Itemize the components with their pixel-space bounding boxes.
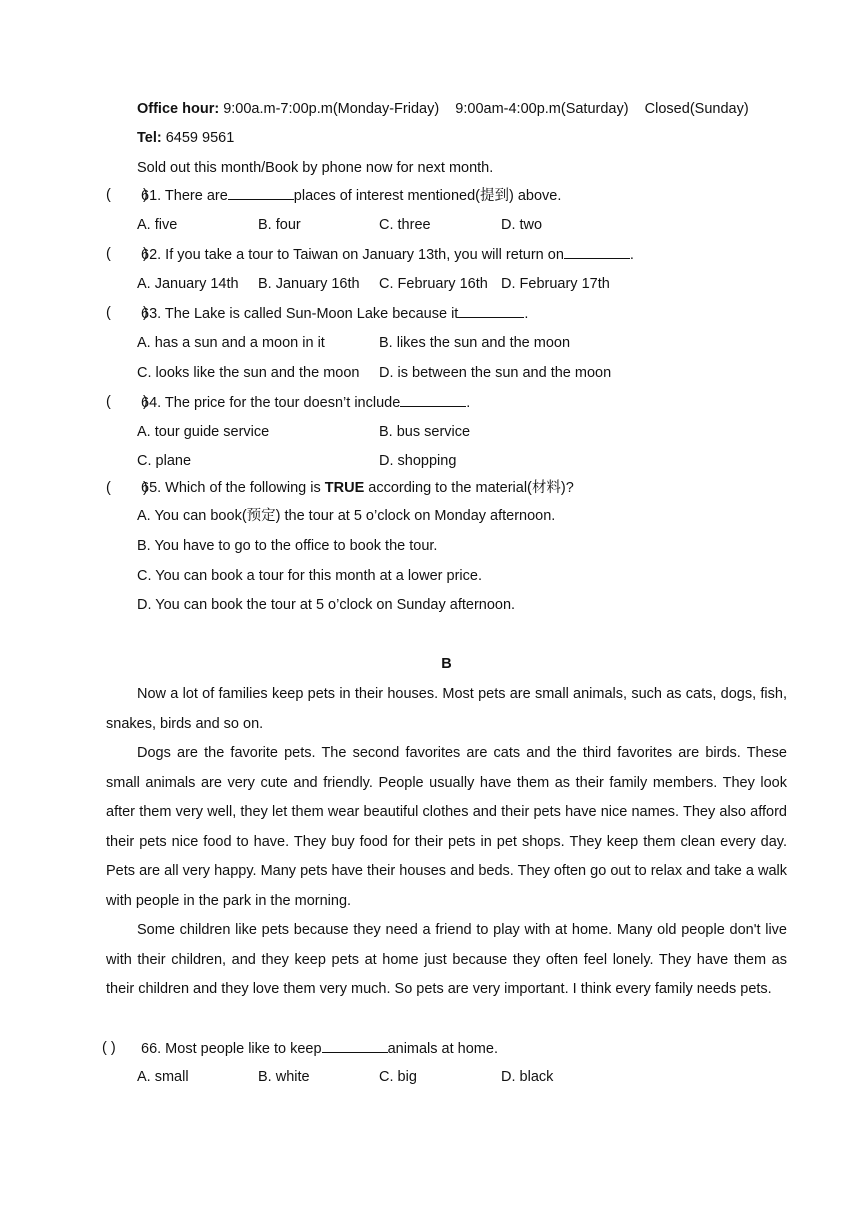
tel-value: 6459 9561	[161, 130, 235, 146]
option-d: D. You can book the tour at 5 o’clock on Sunday afternoon.	[137, 597, 516, 613]
option-a: A. small	[137, 1069, 189, 1085]
option-a: A. has a sun and a moon in it	[137, 335, 325, 351]
passage-paragraph: Some children like pets because they need a friend to play with at home. Many old people don't live with their children, and they keep pets at home just because they often feel lonely. They have them as their children and they love them very much. So pets are very important. I think every family needs pets.	[106, 922, 787, 997]
office-hours-line	[137, 100, 749, 118]
option-a: A. five	[137, 217, 178, 233]
question-text-end: animals at home.	[387, 1041, 498, 1057]
option-c: C. three	[379, 217, 431, 233]
question-text: 64. The price for the tour doesn’t include	[141, 395, 401, 411]
option-a: A. You can book(预定) the tour at 5 o’clock on Monday afternoon.	[137, 508, 556, 524]
question-text: 61. There are	[141, 188, 228, 204]
section-heading: B	[441, 656, 452, 672]
answer-bracket[interactable]: ( )	[106, 187, 148, 203]
question-text-end: according to the material(材料)?	[364, 480, 574, 496]
booking-note: Sold out this month/Book by phone now for next month.	[137, 160, 494, 176]
option-c: C. plane	[137, 453, 192, 469]
question-emphasis: TRUE	[324, 480, 365, 496]
answer-bracket[interactable]: ( )	[106, 246, 148, 262]
option-d: D. is between the sun and the moon	[379, 365, 612, 381]
answer-blank	[228, 186, 294, 200]
answer-blank	[458, 304, 524, 318]
option-b: B. bus service	[379, 424, 471, 440]
answer-blank	[322, 1039, 388, 1053]
passage-paragraph: Now a lot of families keep pets in their houses. Most pets are small animals, such as cats, dogs, fish, snakes, birds and so on.	[106, 686, 787, 732]
tel-line	[137, 129, 234, 147]
option-c: C. You can book a tour for this month at a lower price.	[137, 568, 482, 584]
option-d: D. two	[501, 217, 543, 233]
question-text: 63. The Lake is called Sun-Moon Lake because it	[141, 306, 459, 322]
option-d: D. shopping	[379, 453, 457, 469]
option-d: D. February 17th	[501, 276, 610, 292]
question-text-end: .	[524, 306, 529, 322]
answer-bracket[interactable]: ( )	[102, 1040, 116, 1056]
question-text-end: places of interest mentioned(提到) above.	[293, 188, 562, 204]
answer-blank	[564, 245, 630, 259]
office-hours-label: Office hour:	[137, 101, 220, 117]
answer-bracket[interactable]: ( )	[106, 480, 148, 496]
answer-blank	[400, 393, 466, 407]
option-b: B. likes the sun and the moon	[379, 335, 571, 351]
office-hours-value: 9:00a.m-7:00p.m(Monday-Friday) 9:00am-4:00p.m(Saturday) Closed(Sunday)	[219, 101, 749, 117]
option-a: A. tour guide service	[137, 424, 270, 440]
option-b: B. January 16th	[258, 276, 360, 292]
option-c: C. February 16th	[379, 276, 488, 292]
option-c: C. looks like the sun and the moon	[137, 365, 360, 381]
option-b: B. white	[258, 1069, 310, 1085]
option-b: B. four	[258, 217, 301, 233]
question-text: 66. Most people like to keep	[141, 1041, 322, 1057]
tel-label: Tel:	[137, 130, 162, 146]
option-c: C. big	[379, 1069, 417, 1085]
question-text: 62. If you take a tour to Taiwan on January 13th, you will return on	[141, 247, 564, 263]
passage-paragraph: Dogs are the favorite pets. The second favorites are cats and the third favorites are birds. These small animals are very cute and friendly. People usually have them as their family members. They look after them very well, they let them wear beautiful clothes and their pets have nice names. They also afford their pets nice food to have. They buy food for their pets in pet shops. They keep them clean every day. Pets are all very happy. Many pets have their houses and beds. They often go out to relax and take a walk with people in the park in the morning.	[106, 745, 787, 909]
answer-bracket[interactable]: ( )	[106, 394, 148, 410]
option-a: A. January 14th	[137, 276, 239, 292]
question-text-end: .	[629, 247, 634, 263]
option-d: D. black	[501, 1069, 554, 1085]
question-text: 65. Which of the following is	[141, 480, 325, 496]
answer-bracket[interactable]: ( )	[106, 305, 148, 321]
question-text-end: .	[466, 395, 471, 411]
option-b: B. You have to go to the office to book the tour.	[137, 538, 438, 554]
